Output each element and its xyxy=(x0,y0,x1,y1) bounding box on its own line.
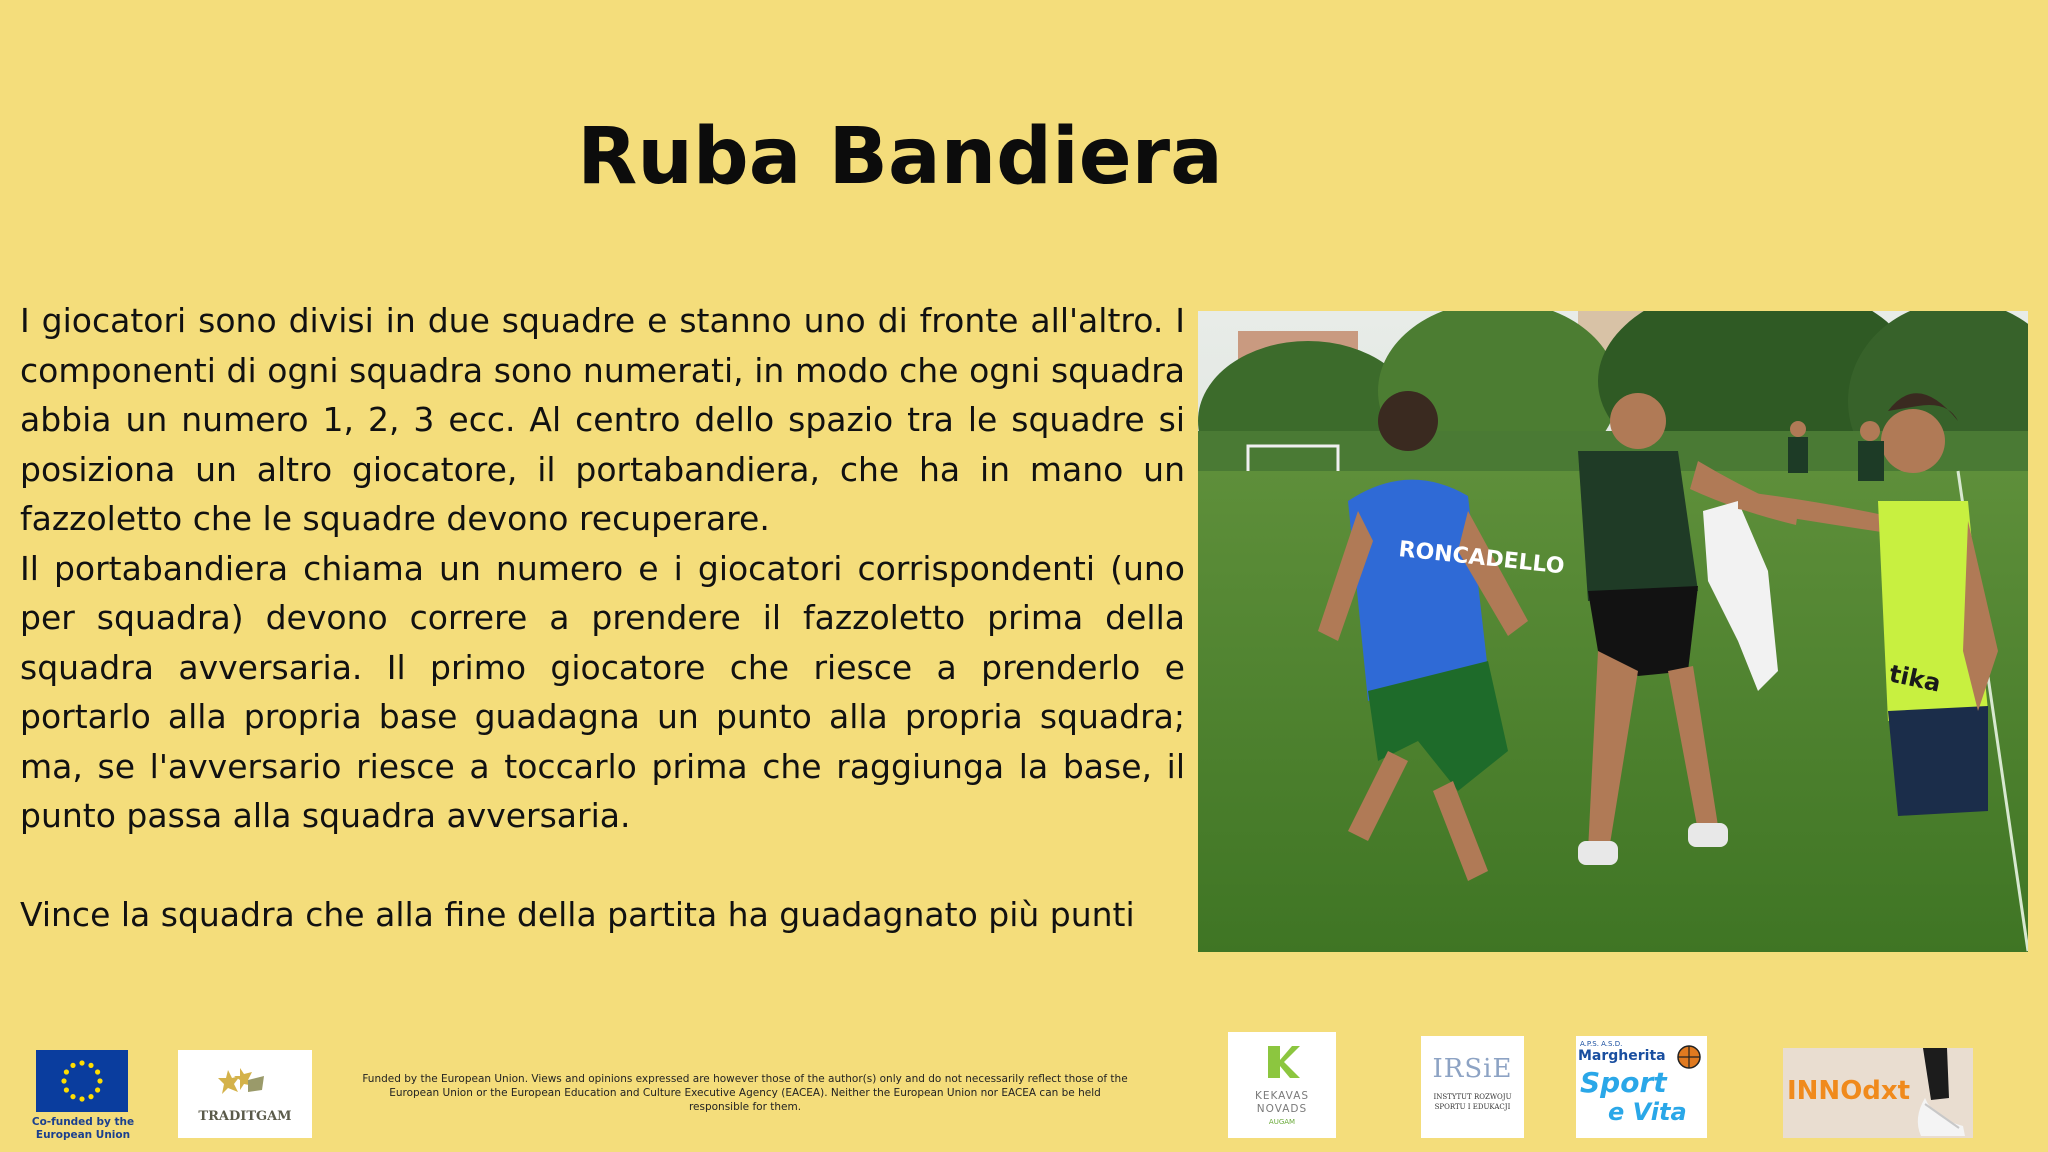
rules-text xyxy=(20,296,1185,939)
eu-stars-icon xyxy=(36,1050,128,1112)
traditgam-emblem-icon xyxy=(178,1050,312,1110)
funding-disclaimer: Funded by the European Union. Views and opinions expressed are however those of the author(s) only and do not necessarily reflect those of the European Union or the European Education and Culture Executive Agency (EACEA). Neither the European Union nor EACEA can be held responsible for them. xyxy=(362,1073,1128,1113)
kekava-sub: AUGAM xyxy=(1268,1118,1296,1126)
basketball-icon xyxy=(1676,1044,1702,1070)
game-photo-illustration xyxy=(1198,311,2028,952)
vest-text: tika xyxy=(1886,659,1944,698)
kekava-name: KEKAVAS NOVADS xyxy=(1254,1090,1310,1115)
paragraph-gap xyxy=(20,841,1185,890)
kekava-logo xyxy=(1228,1032,1336,1138)
margherita-sport-vita-logo xyxy=(1576,1036,1707,1138)
eu-flag-logo xyxy=(36,1050,128,1112)
irsie-logo xyxy=(1421,1036,1524,1138)
traditgam-logo xyxy=(178,1050,312,1138)
margherita-top: A.P.S. A.S.D. xyxy=(1580,1040,1623,1048)
game-photo xyxy=(1198,311,2028,952)
traditgam-name: TRADITGAM xyxy=(198,1109,292,1124)
running-shoe-icon xyxy=(1903,1048,1973,1138)
rules-paragraph-play: Il portabandiera chiama un numero e i giocatori corrispondenti (uno per squadra) devono correre a prendere il fazzoletto prima della squadra avversaria. Il primo giocatore che riesce a prenderlo e portarlo alla propria base guadagna un punto alla propria squadra; ma, se l'avversario riesce a toccarlo prima che raggiunga la base, il punto passa alla squadra avversaria. xyxy=(20,548,1185,835)
margherita-vita: e Vita xyxy=(1608,1098,1687,1126)
rules-paragraph-winner: Vince la squadra che alla fine della partita ha guadagnato più punti xyxy=(20,894,1135,934)
eu-cofunded-caption: Co-funded by the European Union xyxy=(31,1116,135,1141)
kekava-k-icon xyxy=(1228,1032,1336,1088)
innodxt-name: INNOdxt xyxy=(1787,1076,1911,1106)
shirt-text: RONCADELLO xyxy=(1397,537,1566,580)
rules-paragraph-setup: I giocatori sono divisi in due squadre e stanno uno di fronte all'altro. I componenti di ogni squadra sono numerati, in modo che ogni squadra abbia un numero 1, 2, 3 ecc. Al centro dello spazio tra le squadre si posiziona un altro giocatore, il portabandiera, che ha in mano un fazzoletto che le squadre devono recuperare. xyxy=(20,301,1185,538)
irsie-name: IRSiE xyxy=(1432,1054,1513,1084)
margherita-name: Margherita xyxy=(1578,1048,1666,1064)
page-title: Ruba Bandiera xyxy=(577,112,1223,202)
irsie-sub: INSTYTUT ROZWOJU SPORTU I EDUKACJI xyxy=(1433,1093,1512,1111)
margherita-sport: Sport xyxy=(1580,1066,1667,1099)
innodxt-logo xyxy=(1783,1048,1973,1138)
